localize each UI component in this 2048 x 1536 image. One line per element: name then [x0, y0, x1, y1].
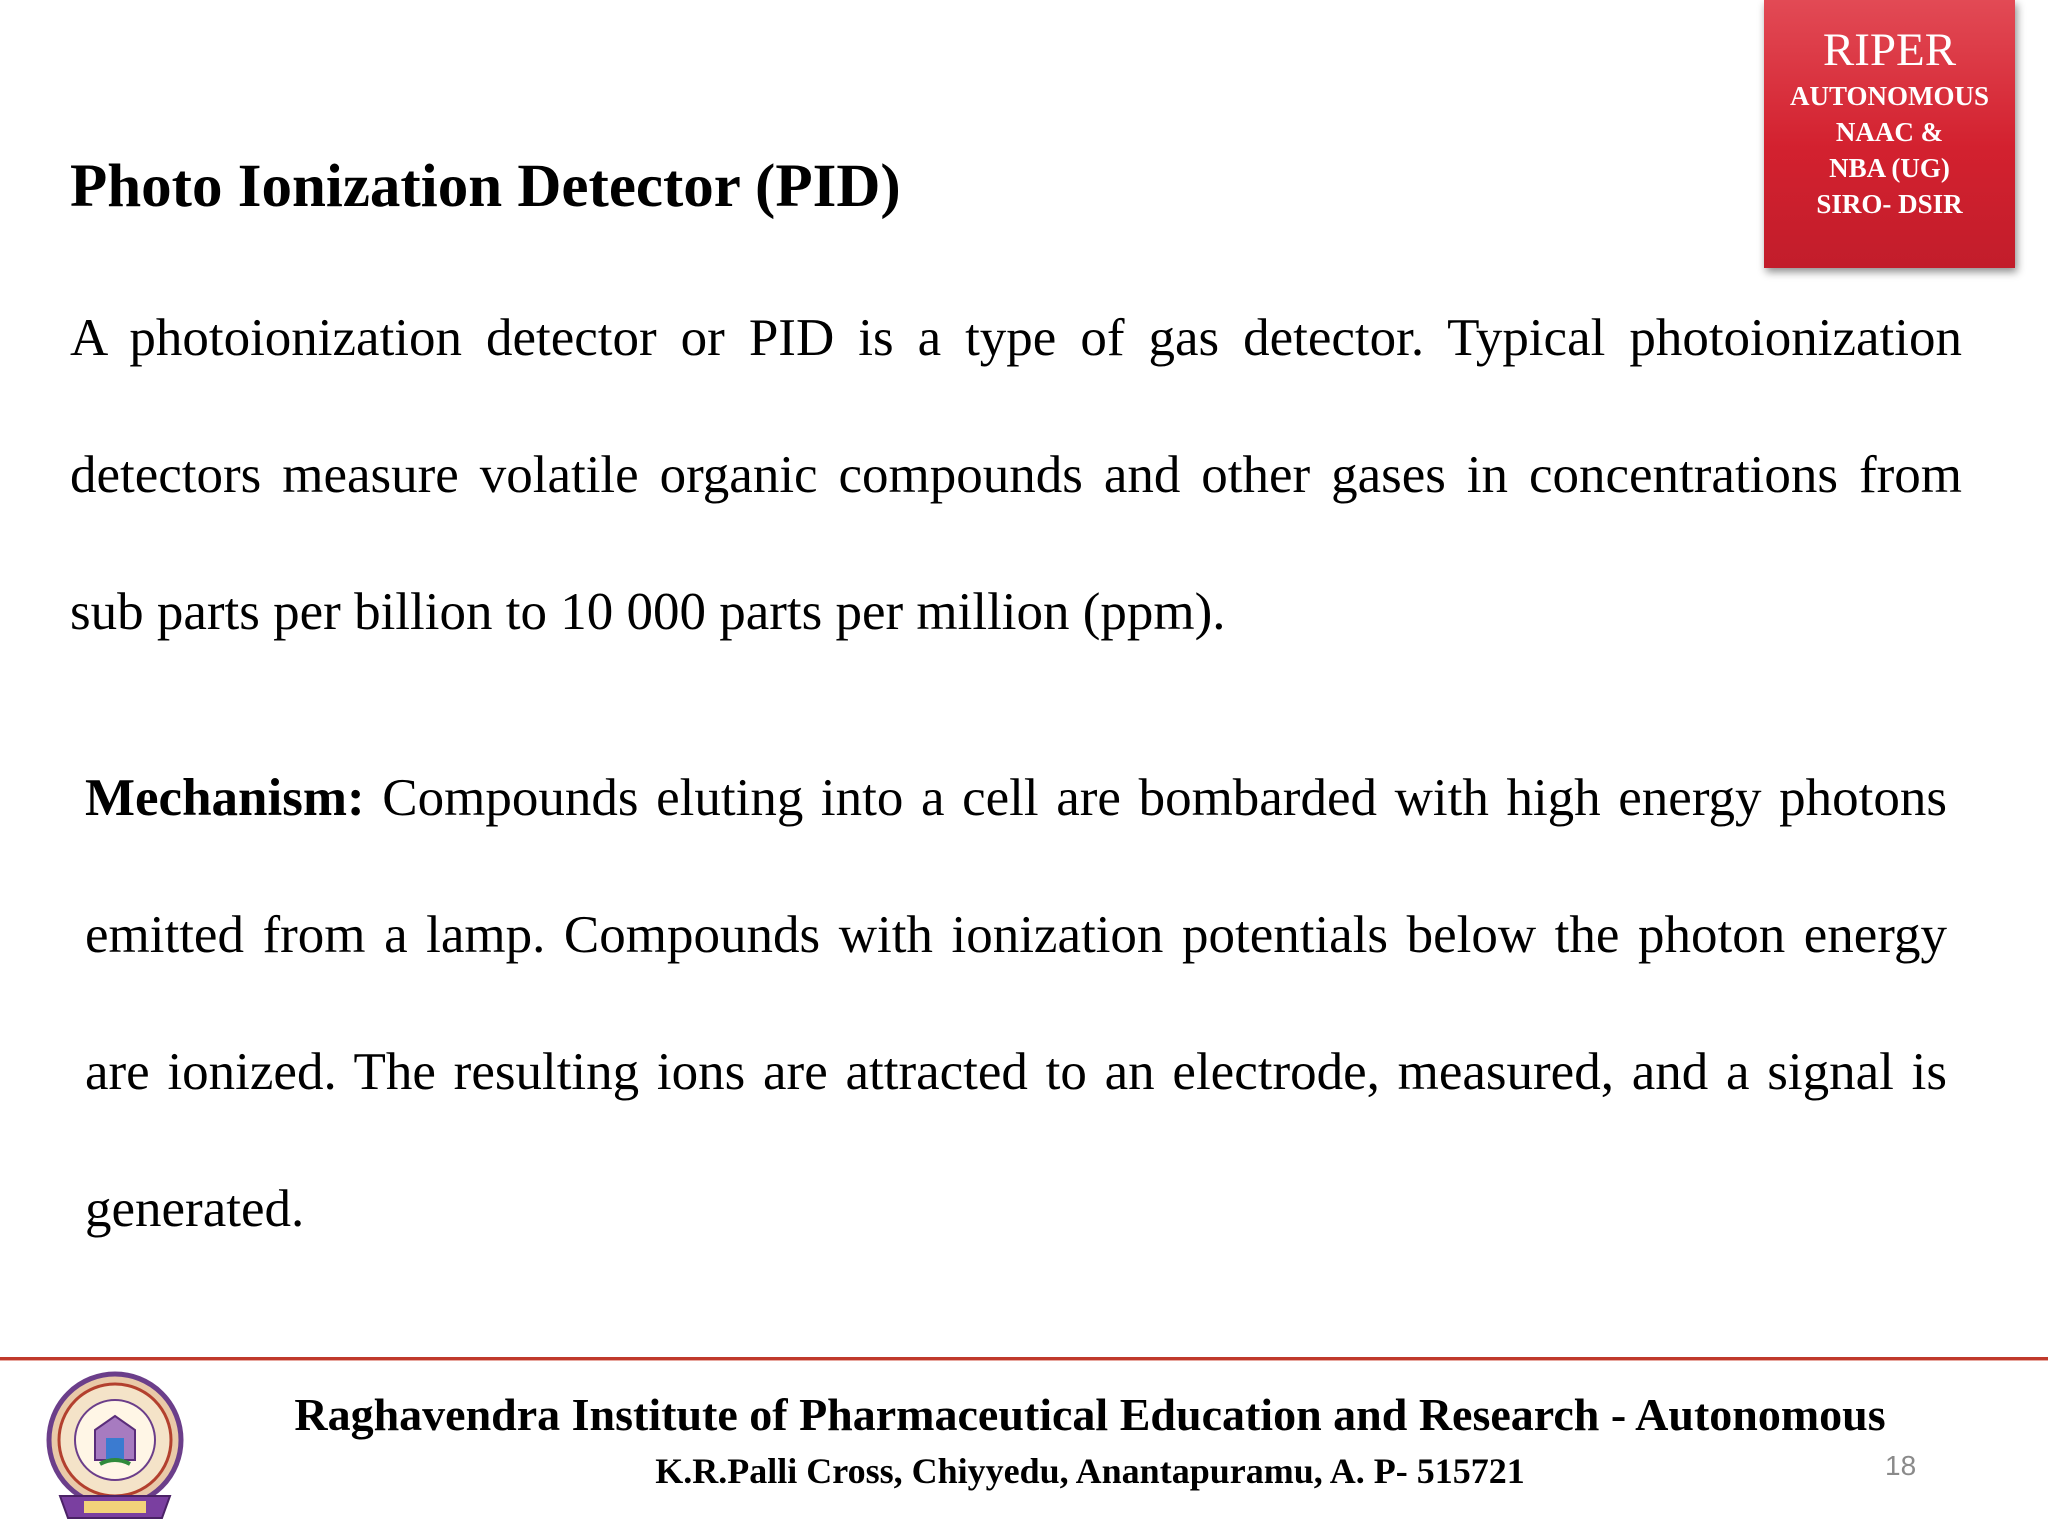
mechanism-paragraph: [85, 730, 1947, 1278]
institute-name: Raghavendra Institute of Pharmaceutical Education and Research - Autonomous: [294, 1389, 1886, 1440]
slide-title: Photo Ionization Detector (PID): [70, 153, 901, 220]
accreditation-badge: [1764, 0, 2015, 268]
badge-line-nba: NBA (UG): [1829, 153, 1950, 183]
badge-title: RIPER: [1822, 24, 1957, 76]
badge-line-naac: NAAC &: [1835, 117, 1944, 147]
mechanism-label: Mechanism:: [85, 769, 365, 827]
badge-line-autonomous: AUTONOMOUS: [1789, 81, 1990, 111]
intro-paragraph: A photoionization detector or PID is a type of gas detector. Typical photoionization detectors measure volatile organic compounds and other gases in concentrations from sub parts per billion to 10 000 parts per million (ppm).: [70, 309, 1962, 641]
college-seal-icon: [40, 1368, 190, 1528]
institute-address: K.R.Palli Cross, Chiyyedu, Anantapuramu, A. P- 515721: [655, 1451, 1525, 1491]
badge-line-siro: SIRO- DSIR: [1816, 189, 1963, 219]
mechanism-text: Compounds eluting into a cell are bombarded with high energy photons emitted from a lamp. Compounds with ionization potentials below the photon energy are ionized. The resulting ions are attracted to an electrode, measured, and a signal is generated.: [85, 769, 1947, 1238]
footer-divider-shadow: [0, 1360, 2048, 1361]
page-number: 18: [1885, 1450, 1917, 1481]
